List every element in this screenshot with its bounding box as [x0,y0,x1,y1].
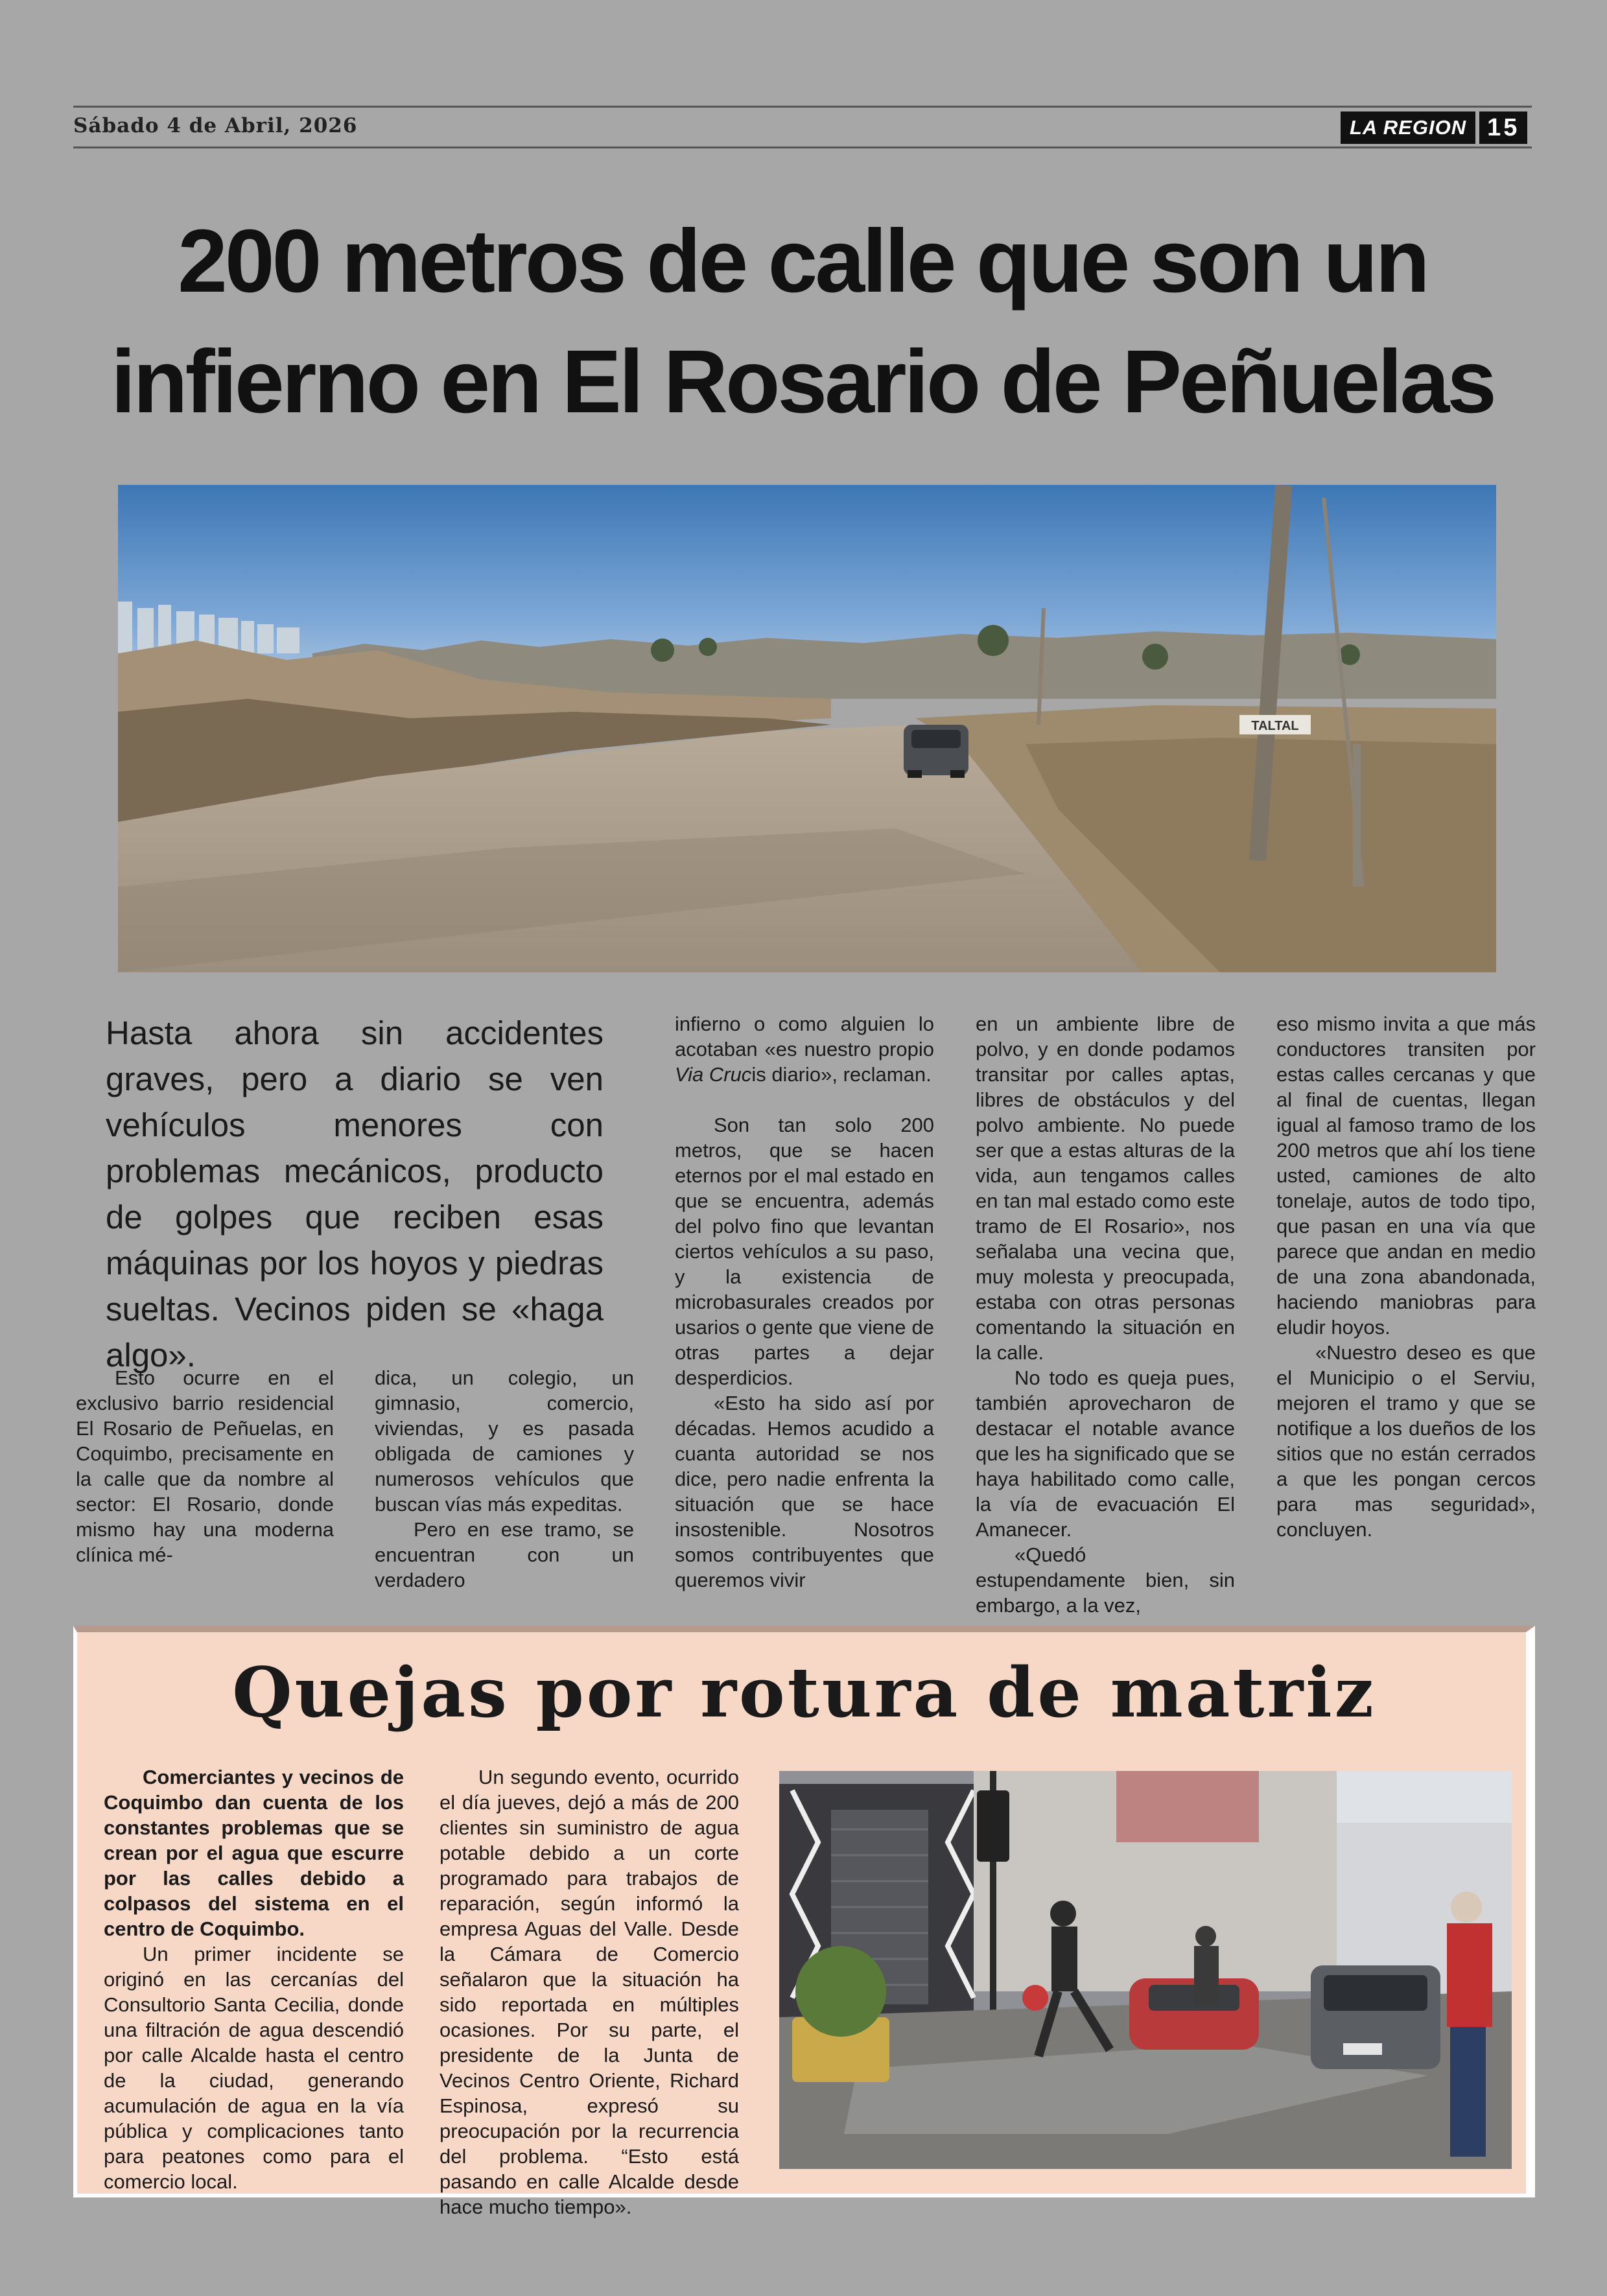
sidebar-column-2 [440,1764,739,2220]
newspaper-name: LA REGION [1341,111,1475,144]
article-column-3 [675,1011,934,1593]
header-bottom-rule [73,146,1532,148]
issue-date: Sábado 4 de Abril, 2026 [73,114,358,137]
sky [1311,1771,1512,1829]
planter-bush [795,1946,886,2037]
article-column-4 [976,1011,1235,1618]
paragraph: eso mismo invita a que más conductores transiten por estas calles cercanas y que al final de cuentas, llegan igual al famoso tramo de los 200 metros que ahí los tiene usted, camiones de alto tonelaje, autos de todo tipo, que pasan en una vía que parece que andan en medio de una zona abandonada, haciendo maniobras para eludir hoyos. [1276,1013,1536,1339]
headline-line-2: infierno en El Rosario de Peñuelas [111,332,1494,432]
paragraph: Son tan solo 200 metros, que se hacen eternos por el mal estado en que se encuentra, además del polvo fino que levantan ciertos vehículos a su paso, y la existencia de microbasurales creados por usarios o gente que viene de otras partes a dejar desperdicios. [675,1114,934,1389]
pedestrian-center [1194,1926,1219,2004]
red-sign [1116,1771,1259,1842]
paragraph: Un primer incidente se originó en las cercanías del Consultorio Santa Cecilia, donde una filtración de agua descendió por calle Alcalde hasta el centro de la ciudad, generando acumulación de agua en la vía pública y complicaciones tanto para peatones como para el comercio local. [104,1943,404,2193]
paragraph: Pero en ese tramo, se encuentran con un verdadero [375,1518,634,1591]
sidebar-title: Quejas por rotura de matriz [232,1652,1376,1733]
paragraph: Un segundo evento, ocurrido el día jueves, dejó a más de 200 clientes sin suministro de agua potable debido a un corte programado para trabajos de reparación, según informó la empresa Aguas del Valle. Desde la Cámara de Comercio señalaron que la situación ha sido reportada en múltiples ocasiones. Por su parte, el presidente de la Junta de Vecinos Centro Oriente, Richard Espinosa, expresó su preocupación por la recurrencia del problema. “Esto está pasando en calle Alcalde desde hace mucho tiempo». [440,1766,739,2218]
text-run: infierno o como alguien lo acotaban «es nuestro propio [675,1013,934,1060]
page-number: 15 [1479,111,1527,144]
masthead [1341,111,1527,144]
road-photo [118,485,1496,972]
paragraph: Esto ocurre en el exclusivo barrio residencial El Rosario de Peñuelas, en Coquimbo, precisamente en la calle que da nombre al sector: El Rosario, donde mismo hay una moderna clínica mé- [76,1366,334,1566]
header-top-rule [73,106,1532,108]
article-column-5 [1276,1011,1536,1542]
article-column-2 [375,1365,634,1593]
traffic-light [977,1790,1009,1862]
flooded-street-photo [779,1771,1512,2169]
red-bag [1022,1985,1048,2011]
paragraph: «Nuestro deseo es que el Municipio o el Serviu, mejoren el tramo y que se notifique a los dueños de los sitios que no están cerrados a que les pongan cercos para mas seguridad», concluyen. [1276,1341,1536,1541]
article-headline [73,201,1532,442]
paragraph: dica, un colegio, un gimnasio, comercio, viviendas, y es pasada obligada de camiones y numerosos vehículos que buscan vías más expeditas. [375,1366,634,1516]
paragraph: en un ambiente libre de polvo, y en donde podamos transitar por calles aptas, libres de obstáculos y del polvo ambiente. No puede ser que a estas alturas de la vida, aun tengamos calles en tan mal estado como este tramo de El Rosario», nos señalaba una vecina que, muy molesta y preocupada, estaba con otras personas comentando la situación en la calle. [976,1013,1235,1364]
text-run-italic: Via Cruc [675,1063,752,1086]
grey-suv [1311,1965,1440,2069]
street-sign-text: TALTAL [1251,719,1299,733]
paragraph: No todo es queja pues, también aprovecharon de destacar el notable avance que les ha significado que se haya habilitado como calle, la vía de evacuación El Amanecer. [976,1366,1235,1541]
headline-line-1: 200 metros de calle que son un [178,211,1427,311]
sidebar-lead: Comerciantes y vecinos de Coquimbo dan cuenta de los constantes problemas que se crean por el agua que escurre por las calles debido a colpasos del sistema en el centro de Coquimbo. [104,1766,404,1940]
paragraph [675,1011,934,1087]
sign-post [1353,744,1361,887]
paragraph: «Quedó estupendamente bien, sin embargo, a la vez, [976,1543,1235,1617]
article-column-1 [76,1365,334,1567]
paragraph: «Esto ha sido así por décadas. Hemos acudido a cuanta autoridad se nos dice, pero nadie enfrenta la situación que se hace insostenible. Nosotros somos contribuyentes que queremos vivir [675,1392,934,1591]
car [904,725,968,778]
pedestrian-right [1447,1892,1492,2157]
article-lead: Hasta ahora sin accidentes graves, pero a diario se ven vehículos menores con problemas mecánicos, producto de golpes que reciben esas máquinas por los hoyos y piedras sueltas. Vecinos piden se «haga algo». [106,1014,604,1374]
street-sign [1239,715,1311,734]
sidebar-column-1 [104,1764,404,2194]
text-run: is diario», reclaman. [751,1063,932,1086]
